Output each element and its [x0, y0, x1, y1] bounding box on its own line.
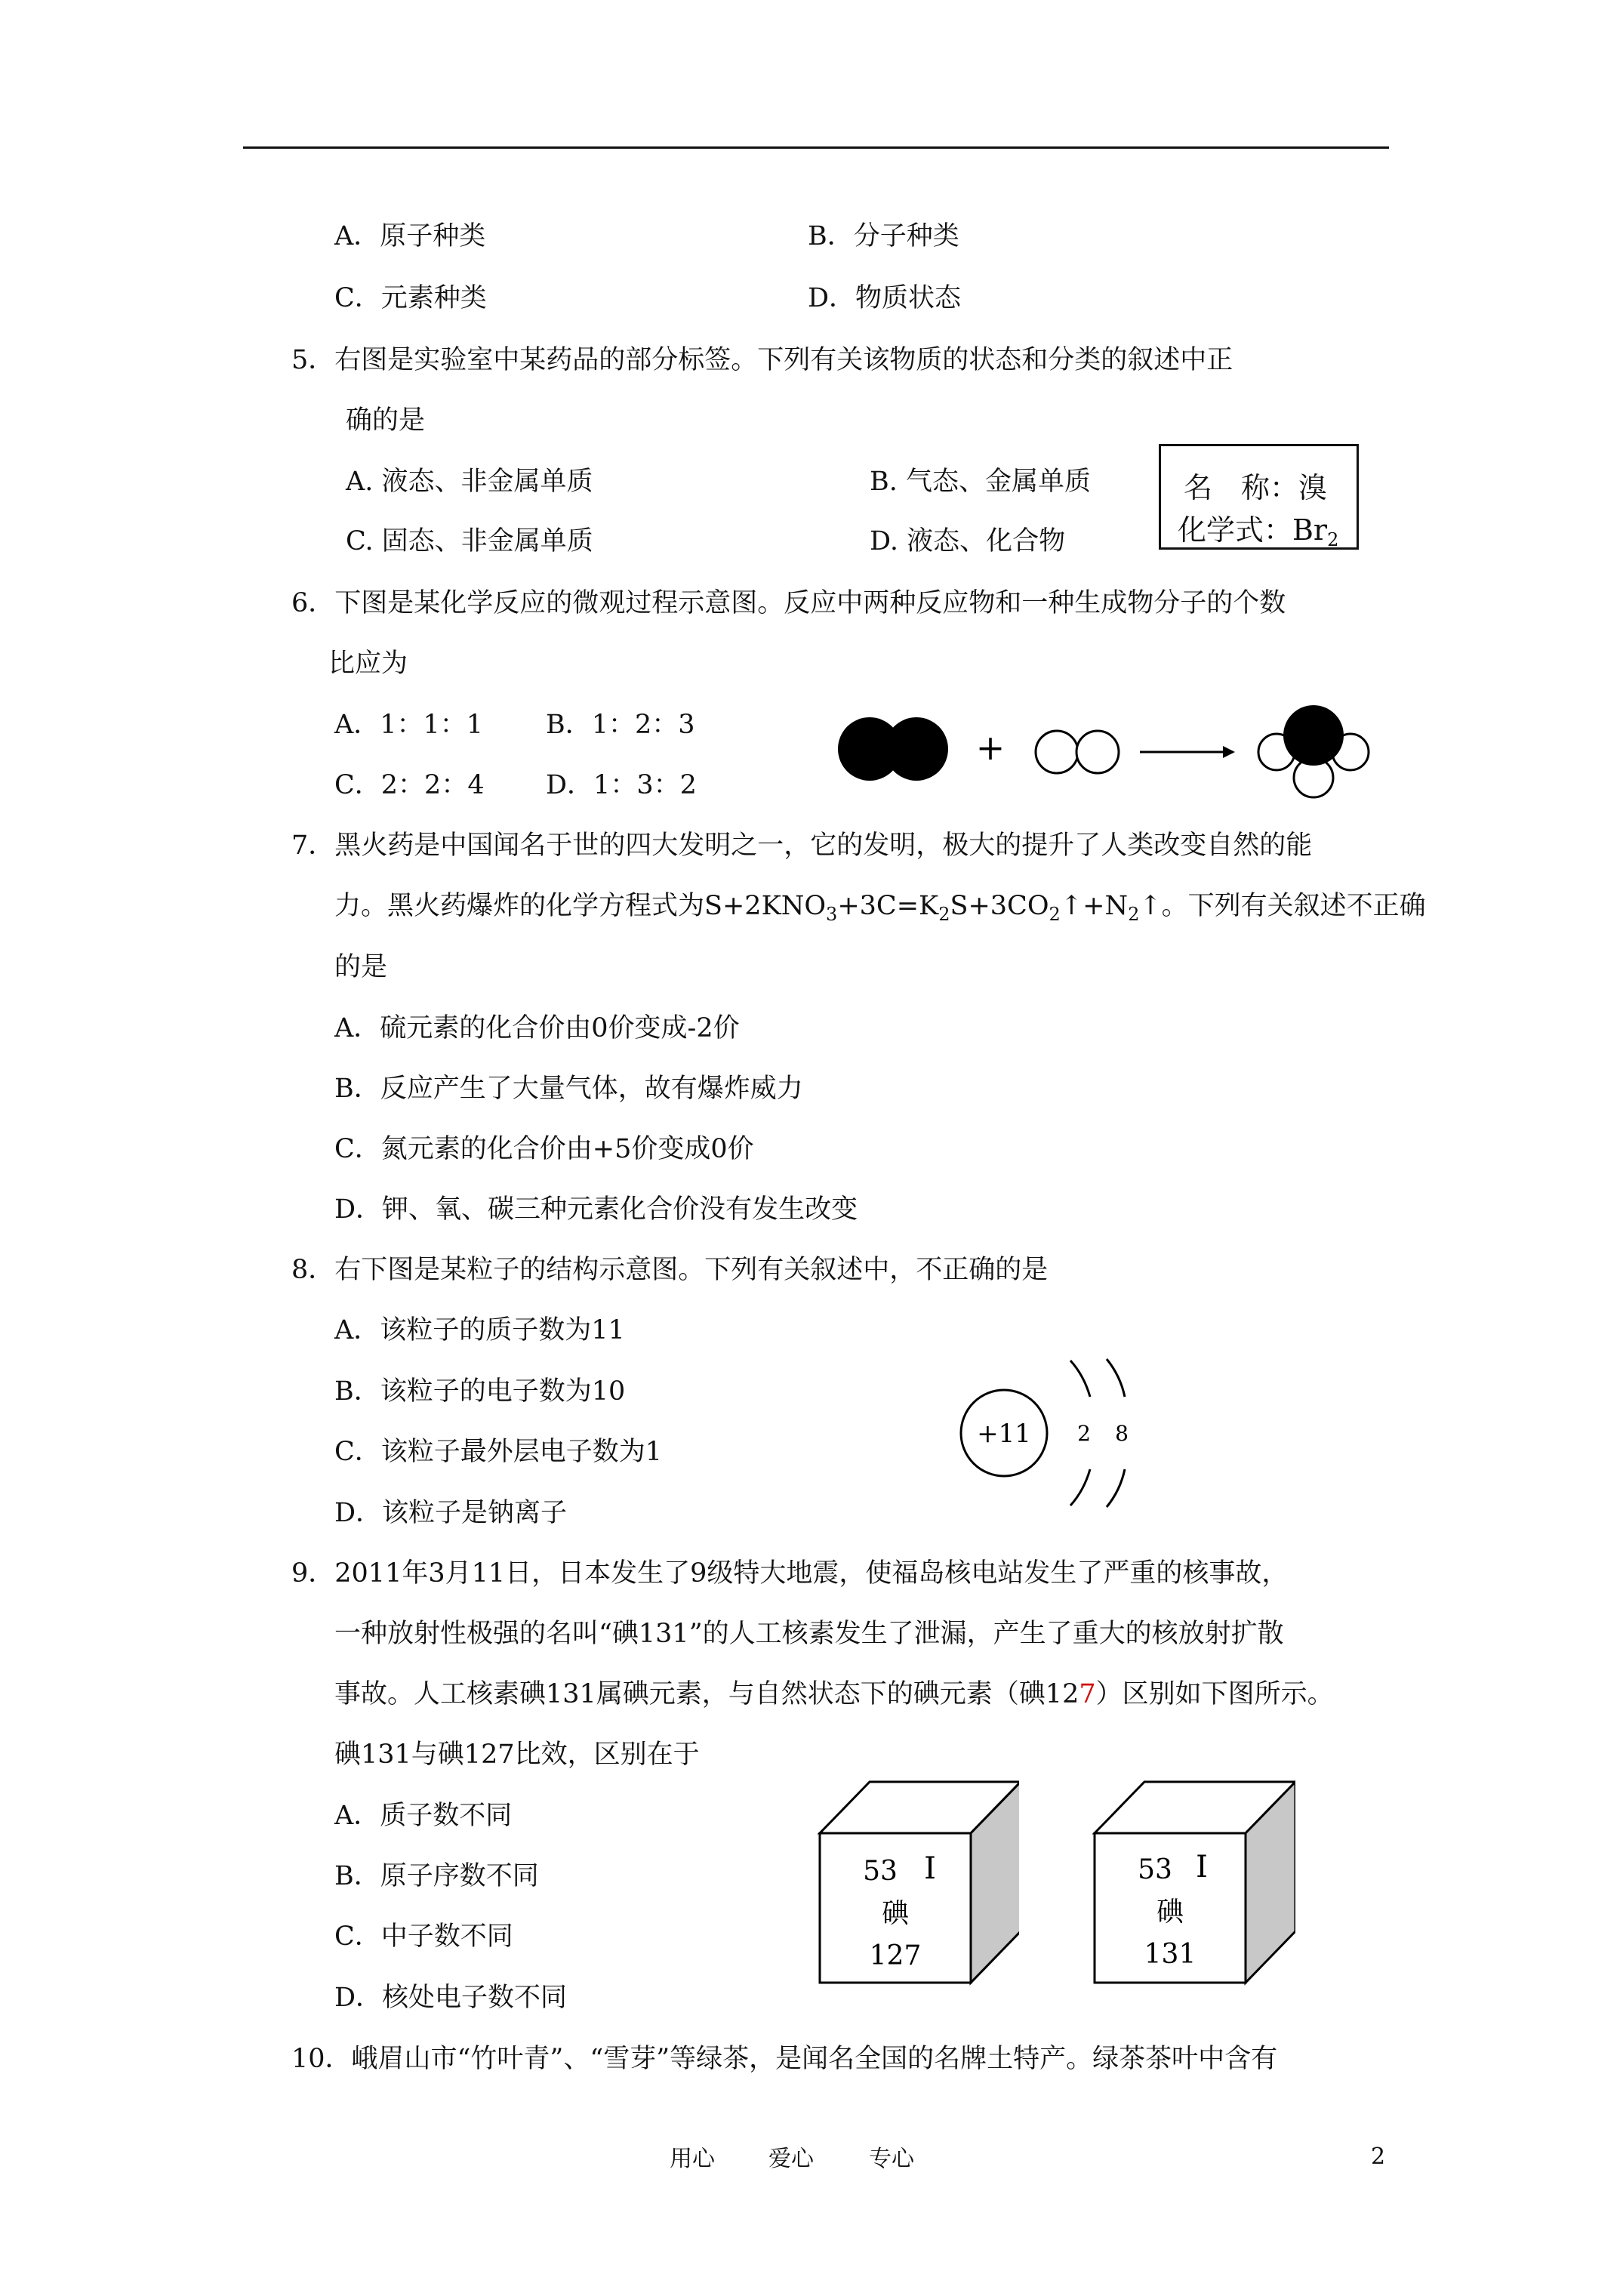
q6-stem-line2: 比应为 — [328, 649, 408, 679]
q7-stem-line1: 7．黑火药是中国闻名于世的四大发明之一，它的发明，极大的提升了人类改变自然的能 — [291, 831, 1313, 861]
shell1-electrons: 2 — [1077, 1421, 1091, 1446]
footer-word-3: 专心 — [869, 2146, 914, 2172]
reagent-label-name: 名 称：溴 — [1184, 471, 1328, 504]
q4-option-c: C．元素种类 — [334, 283, 487, 313]
q7-stem-line3: 的是 — [334, 952, 388, 982]
iodine-131-cube — [1090, 1774, 1295, 1986]
cube1-atomic-number: 53 — [863, 1856, 898, 1887]
page-number: 2 — [1371, 2143, 1386, 2170]
cube2-symbol: I — [1196, 1850, 1208, 1885]
q10-stem-line1: 10．峨眉山市“竹叶青”、“雪芽”等绿茶，是闻名全国的名牌土特产。绿茶茶叶中含有 — [291, 2044, 1278, 2074]
q6-option-a: A．1：1：1 — [334, 710, 484, 740]
q8-stem-line1: 8．右下图是某粒子的结构示意图。下列有关叙述中，不正确的是 — [291, 1255, 1049, 1285]
plus-sign: + — [975, 727, 1006, 768]
q9-option-d: D．核处电子数不同 — [334, 1983, 568, 2013]
reaction-diagram — [815, 695, 1389, 823]
q9-option-b: B．原子序数不同 — [334, 1861, 539, 1891]
q6-option-c: C．2：2：4 — [334, 770, 485, 800]
q8-option-b: B．该粒子的电子数为10 — [334, 1376, 626, 1407]
q7-option-c: C．氮元素的化合价由+5价变成0价 — [334, 1134, 754, 1164]
q4-option-d: D．物质状态 — [808, 283, 962, 313]
cube2-mass-number: 131 — [1144, 1939, 1196, 1970]
q5-option-a: A. 液态、非金属单质 — [346, 467, 593, 497]
q9-stem-line1: 9．2011年3月11日，日本发生了9级特大地震，使福岛核电站发生了严重的核事故， — [291, 1558, 1289, 1589]
q7-option-a: A．硫元素的化合价由0价变成-2价 — [334, 1013, 740, 1043]
q5-option-c: C. 固态、非金属单质 — [346, 526, 593, 556]
product-atom-center — [1283, 705, 1344, 766]
iodine-127-cube — [815, 1774, 1019, 1986]
reaction-arrow-head — [1223, 746, 1235, 758]
q6-option-d: D．1：3：2 — [546, 770, 697, 800]
q7-option-b: B．反应产生了大量气体，故有爆炸威力 — [334, 1074, 803, 1104]
q8-option-c: C．该粒子最外层电子数为1 — [334, 1437, 663, 1467]
q5-stem-line1: 5．右图是实验室中某药品的部分标签。下列有关该物质的状态和分类的叙述中正 — [291, 345, 1233, 375]
particle-structure-diagram — [944, 1351, 1155, 1525]
q9-stem-line2: 一种放射性极强的名叫“碘131”的人工核素发生了泄漏，产生了重大的核放射扩散 — [334, 1619, 1284, 1649]
shell2-arc-top — [1107, 1359, 1125, 1397]
q8-option-d: D．该粒子是钠离子 — [334, 1498, 568, 1528]
cube2-element-name: 碘 — [1156, 1897, 1184, 1928]
q9-option-c: C．中子数不同 — [334, 1922, 513, 1952]
q9-stem-line4: 碘131与碘127比效，区别在于 — [334, 1740, 700, 1770]
shell1-arc-bottom — [1070, 1469, 1090, 1505]
q6-option-b: B．1：2：3 — [546, 710, 695, 740]
q4-option-a: A．原子种类 — [334, 221, 486, 251]
header-rule — [243, 146, 1389, 149]
cube1-mass-number: 127 — [869, 1940, 922, 1971]
q6-stem-line1: 6．下图是某化学反应的微观过程示意图。反应中两种反应物和一种生成物分子的个数 — [291, 588, 1286, 618]
q4-option-b: B．分子种类 — [808, 221, 959, 251]
shell1-arc-top — [1070, 1361, 1090, 1397]
q5-option-d: D. 液态、化合物 — [870, 526, 1066, 556]
reactant2-atom-b — [1076, 731, 1119, 773]
reagent-label-formula: 化学式：$Br_2$ — [1178, 513, 1339, 550]
reactant2-atom-a — [1036, 731, 1078, 773]
cube1-element-name: 碘 — [881, 1898, 910, 1929]
footer-word-2: 爱心 — [768, 2146, 814, 2172]
q8-option-a: A．该粒子的质子数为11 — [334, 1315, 625, 1345]
shell2-electrons: 8 — [1115, 1421, 1129, 1446]
nucleus-charge: +11 — [977, 1419, 1031, 1449]
reactant1-atom-b — [885, 717, 948, 781]
q7-stem-line2: 力。黑火药爆炸的化学方程式为$S+2KNO_3+3C=K_2S+3CO_2↑+N_2↑$。下列有关叙述不正确 — [334, 891, 1426, 925]
q7-option-d: D．钾、氧、碳三种元素化合价没有发生改变 — [334, 1194, 858, 1225]
q5-option-b: B. 气态、金属单质 — [870, 467, 1091, 497]
q9-option-a: A．质子数不同 — [334, 1801, 513, 1831]
cube1-symbol: I — [924, 1851, 936, 1886]
shell2-arc-bottom — [1107, 1469, 1125, 1507]
footer-word-1: 用心 — [670, 2146, 715, 2172]
q5-stem-line2: 确的是 — [346, 405, 426, 436]
cube2-atomic-number: 53 — [1138, 1854, 1172, 1885]
reagent-label — [1159, 444, 1359, 550]
q9-stem-line3: 事故。人工核素碘131属碘元素，与自然状态下的碘元素（碘127）区别如下图所示。 — [334, 1679, 1334, 1709]
